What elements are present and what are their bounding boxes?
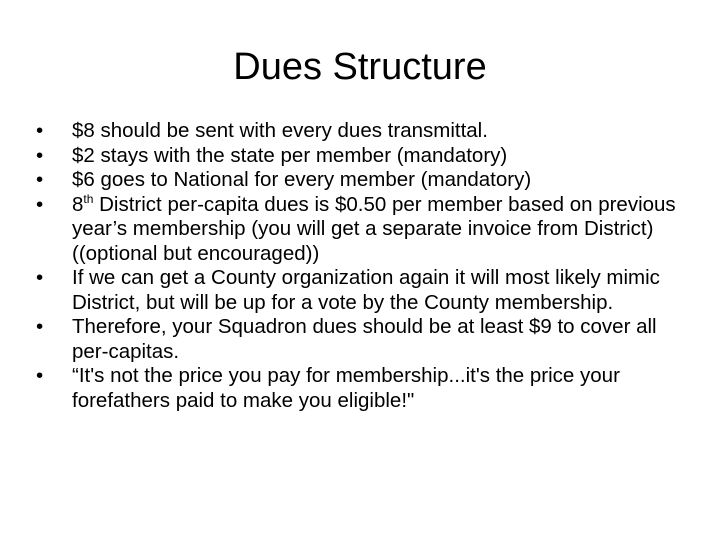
- bullet-list: [36, 119, 676, 413]
- ordinal-number: 8: [72, 192, 84, 216]
- bullet-item: • $8 should be sent with every dues transmittal.: [36, 119, 676, 144]
- ordinal-suffix: th: [83, 191, 94, 206]
- bullet-item: • If we can get a County organization again it will most likely mimic District, but will be up for a vote by the County membership.: [36, 266, 676, 315]
- bullet-item: • “It's not the price you pay for membership...it's the price your forefathers paid to make you eligible!": [36, 364, 676, 413]
- bullet-item: • Therefore, your Squadron dues should be at least $9 to cover all per-capitas.: [36, 315, 676, 364]
- bullet-item: [36, 193, 676, 267]
- slide-title: Dues Structure: [233, 46, 487, 88]
- bullet-item: • $2 stays with the state per member (mandatory): [36, 144, 676, 169]
- bullet-item: • $6 goes to National for every member (mandatory): [36, 168, 676, 193]
- bullet-text: District per-capita dues is $0.50 per member based on previous year’s membership (you will get a separate invoice from District) ((optional but encouraged)): [72, 192, 676, 265]
